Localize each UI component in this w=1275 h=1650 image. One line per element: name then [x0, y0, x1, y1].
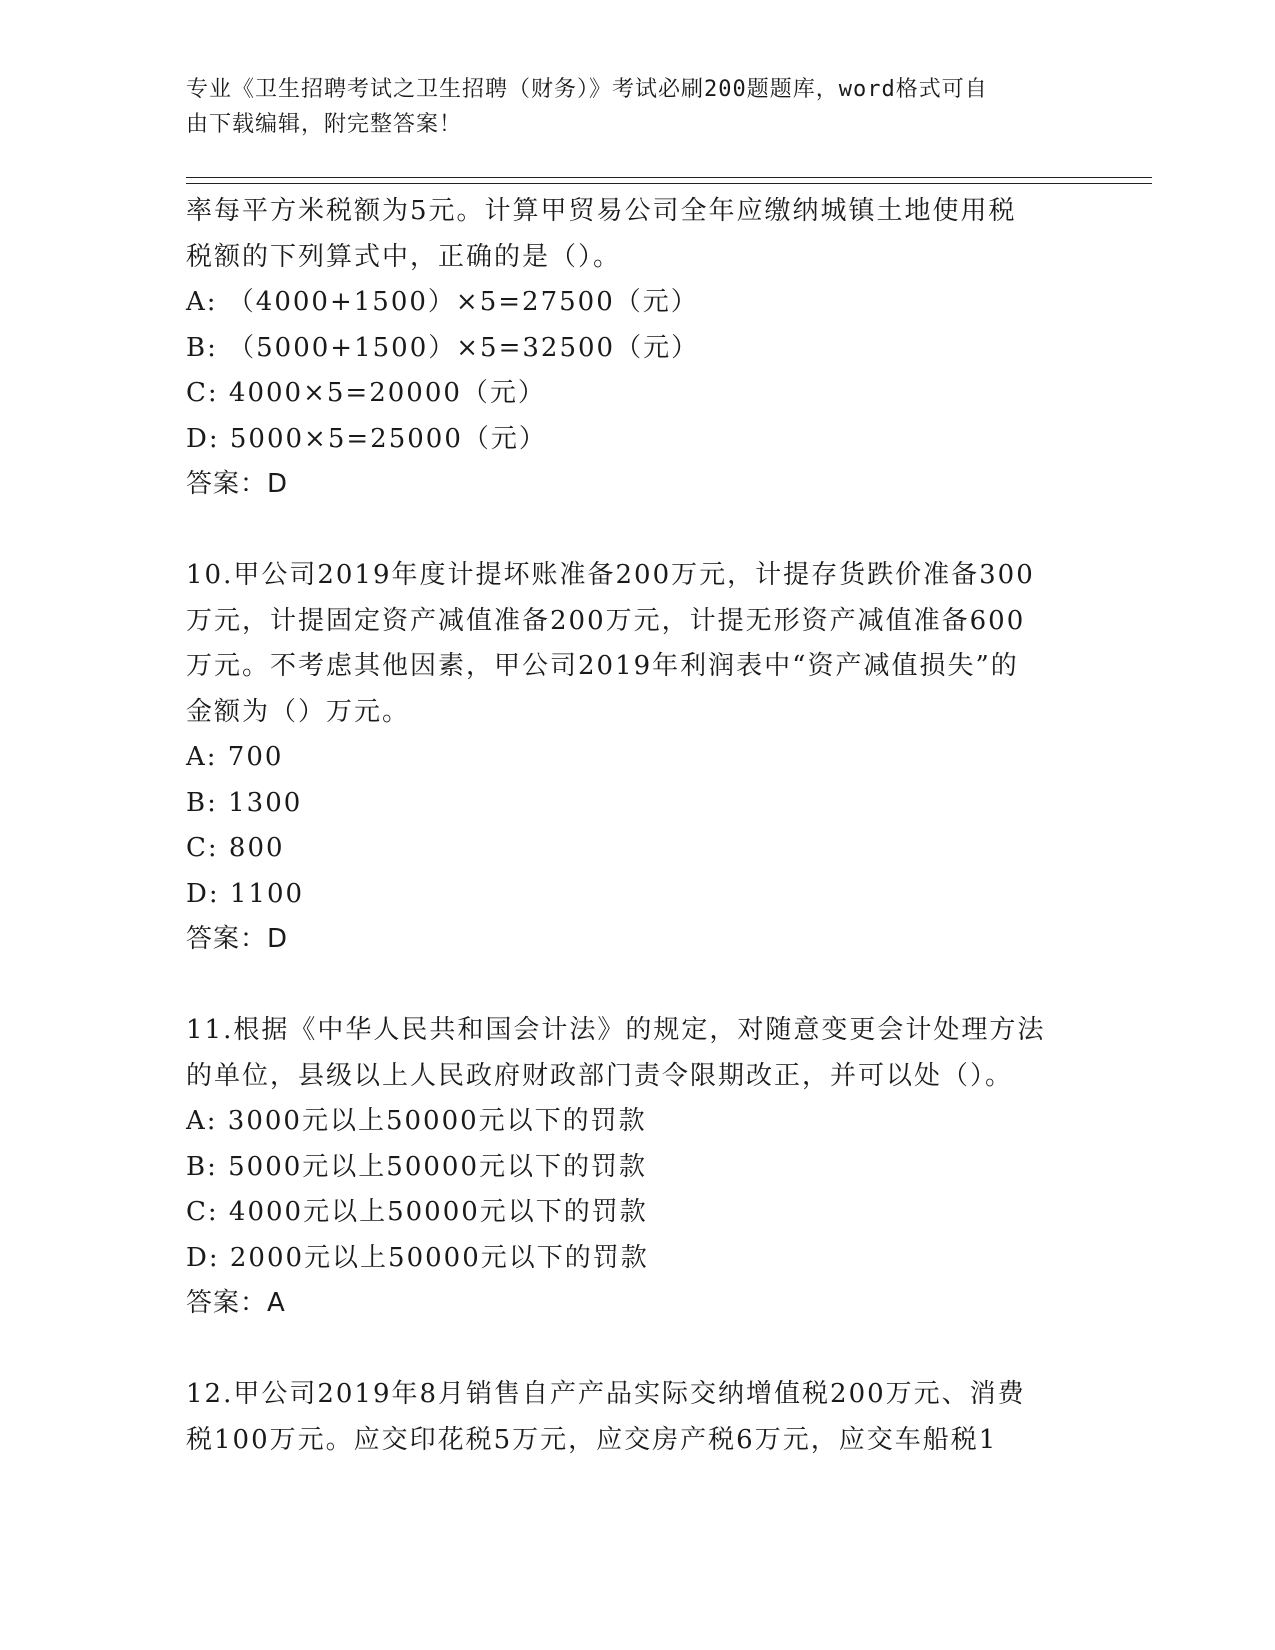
header-divider-bottom — [186, 183, 1152, 184]
question-10 — [186, 553, 1086, 963]
question-stem-line: 万元，计提固定资产减值准备200万元，计提无形资产减值准备600 — [186, 605, 1026, 636]
spacer — [186, 963, 1086, 1009]
spacer — [186, 508, 1086, 554]
question-12 — [186, 1372, 1086, 1463]
question-stem-line: 税额的下列算式中，正确的是（）。 — [186, 241, 622, 272]
option-b: B: 5000元以上50000元以下的罚款 — [186, 1151, 648, 1182]
question-stem-line: 率每平方米税额为5元。计算甲贸易公司全年应缴纳城镇土地使用税 — [186, 196, 1017, 226]
question-stem-line: 的单位，县级以上人民政府财政部门责令限期改正，并可以处（）。 — [186, 1060, 1014, 1091]
option-a: A: 700 — [186, 742, 284, 772]
answer-label: 答案：D — [186, 924, 289, 954]
option-d: D: 5000×5=25000（元） — [186, 423, 547, 454]
question-stem-line: 金额为（）万元。 — [186, 696, 411, 727]
question-stem-line: 10.甲公司2019年度计提坏账准备200万元，计提存货跌价准备300 — [186, 560, 1035, 590]
question-9 — [186, 189, 1086, 508]
option-b: B: 1300 — [186, 787, 303, 818]
option-c: C: 4000×5=20000（元） — [186, 378, 546, 408]
option-c: C: 4000元以上50000元以下的罚款 — [186, 1197, 648, 1227]
document-body — [186, 189, 1086, 1463]
question-stem-line: 税100万元。应交印花税5万元，应交房产税6万元，应交车船税1 — [186, 1424, 998, 1455]
document-header — [186, 72, 1066, 142]
header-line-2: 由下载编辑，附完整答案！ — [186, 112, 463, 137]
option-a: A: 3000元以上50000元以下的罚款 — [186, 1106, 647, 1136]
question-11 — [186, 1008, 1086, 1327]
option-b: B: （5000+1500）×5=32500（元） — [186, 332, 700, 363]
answer-label: 答案：A — [186, 1288, 286, 1318]
option-c: C: 800 — [186, 833, 285, 863]
question-stem-line: 12.甲公司2019年8月销售自产产品实际交纳增值税200万元、消费 — [186, 1379, 1026, 1409]
header-line-1: 专业《卫生招聘考试之卫生招聘（财务）》考试必刷200题题库，word格式可自 — [186, 77, 988, 102]
answer-label: 答案：D — [186, 469, 289, 499]
question-stem-line: 11.根据《中华人民共和国会计法》的规定，对随意变更会计处理方法 — [186, 1015, 1046, 1045]
question-stem-line: 万元。不考虑其他因素，甲公司2019年利润表中“资产减值损失”的 — [186, 651, 1019, 681]
spacer — [186, 1327, 1086, 1373]
option-d: D: 1100 — [186, 878, 305, 909]
option-a: A: （4000+1500）×5=27500（元） — [186, 287, 699, 317]
header-divider-top — [186, 177, 1152, 178]
option-d: D: 2000元以上50000元以下的罚款 — [186, 1242, 649, 1273]
